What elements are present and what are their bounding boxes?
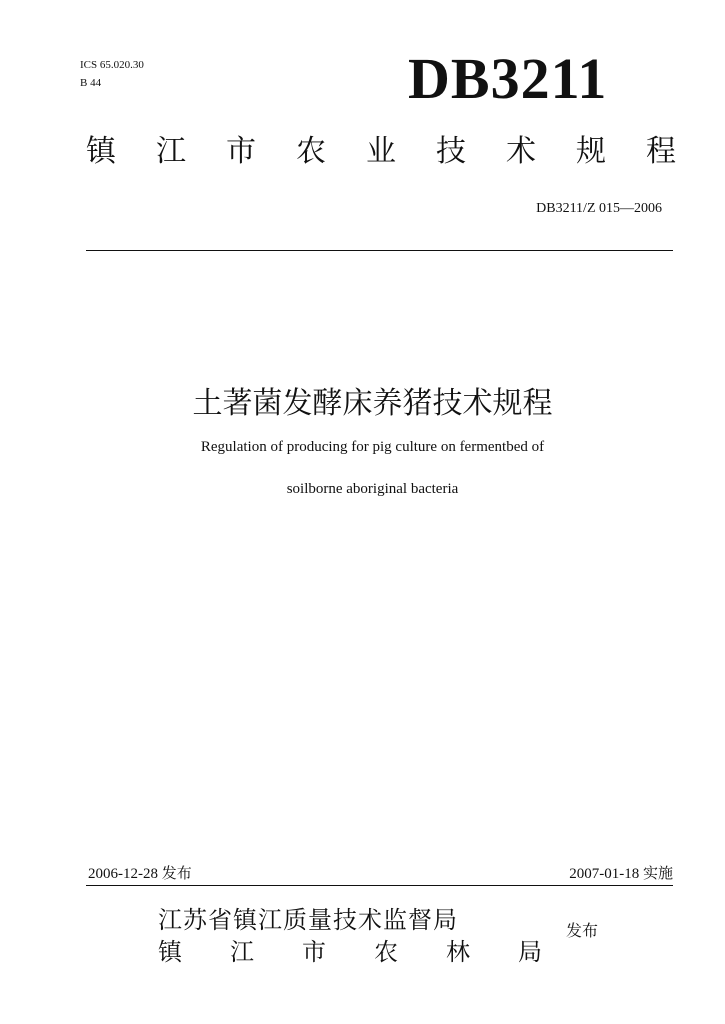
standard-type-char: 江 xyxy=(156,134,186,169)
footer-divider xyxy=(86,885,673,886)
document-title-chinese: 土著菌发酵床养猪技术规程 xyxy=(192,386,553,421)
issuer-line2-char: 农 xyxy=(374,938,398,966)
standard-type-char: 市 xyxy=(226,134,256,169)
ics-code: ICS 65.020.30 xyxy=(80,59,144,71)
ccs-code: B 44 xyxy=(80,77,102,89)
issue-date: 2006-12-28 发布 xyxy=(88,866,192,882)
standard-type-char: 程 xyxy=(646,134,676,169)
publish-label: 发布 xyxy=(566,921,599,940)
standard-number: DB3211/Z 015—2006 xyxy=(536,201,662,216)
standard-type-char: 技 xyxy=(436,134,466,169)
standard-type-char: 业 xyxy=(366,134,396,169)
issuer-line2-char: 林 xyxy=(446,938,470,966)
issuer-line2-char: 江 xyxy=(230,938,254,966)
issuer-line1: 江苏省镇江质量技术监督局 xyxy=(158,906,458,934)
issuer-line2-char: 镇 xyxy=(158,938,182,966)
document-title-english-line1: Regulation of producing for pig culture on fermentbed of xyxy=(200,439,545,455)
issuer-line2-char: 局 xyxy=(518,938,542,966)
standard-type-char: 镇 xyxy=(86,134,116,169)
issuer-line2 xyxy=(158,936,542,968)
standard-type-char: 规 xyxy=(576,134,606,169)
standard-type-char: 术 xyxy=(506,134,536,169)
standard-type-char: 农 xyxy=(296,134,326,169)
header-divider xyxy=(86,250,673,251)
implementation-date: 2007-01-18 实施 xyxy=(569,866,673,882)
standard-mark: DB3211 xyxy=(408,46,608,111)
document-title-english-line2: soilborne aboriginal bacteria xyxy=(286,481,459,497)
issuer-line2-char: 市 xyxy=(302,938,326,966)
standard-type-heading xyxy=(86,132,676,172)
